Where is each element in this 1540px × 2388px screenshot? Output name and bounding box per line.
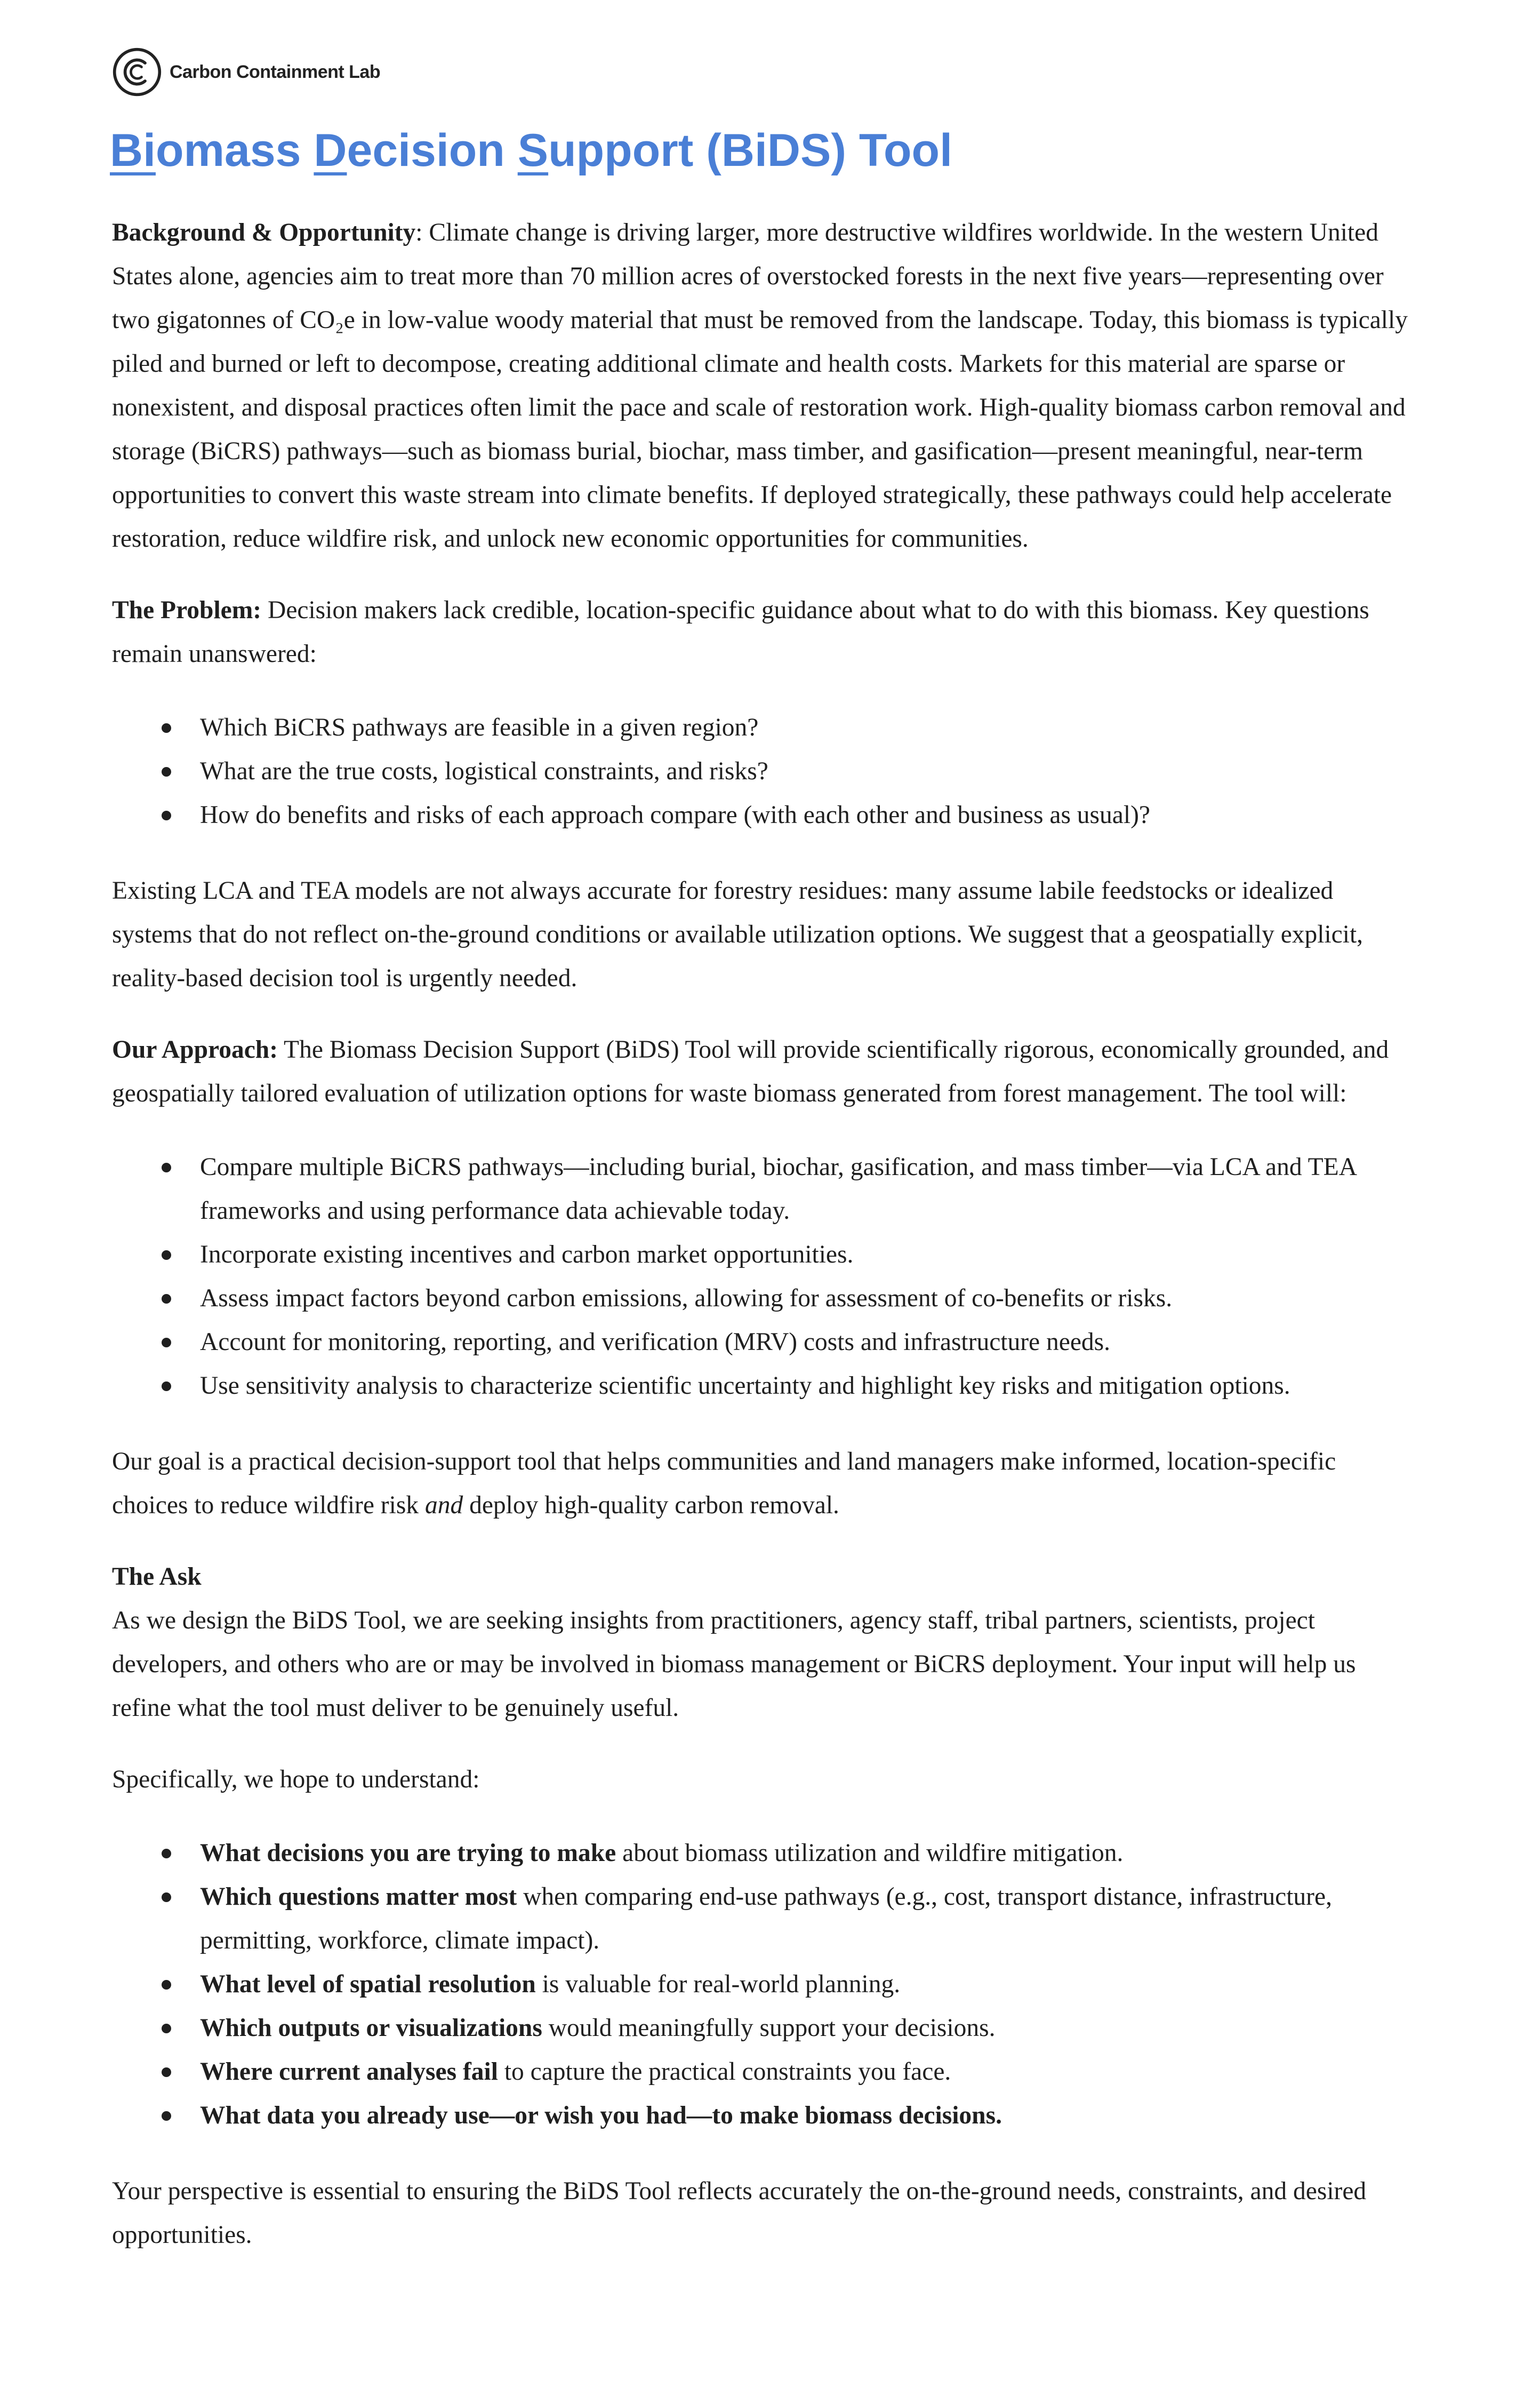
approach-text: The Biomass Decision Support (BiDS) Tool will provide scientifically rigorous, economically grounded, and geospatially tailored evaluation of utilization options for waste biomass generated from forest management. The tool will: [112, 1036, 1389, 1107]
list-item-bold: What decisions you are trying to make [200, 1839, 616, 1867]
problem-text: Decision makers lack credible, location-specific guidance about what to do with this biomass. Key questions remain unanswered: [112, 596, 1369, 668]
title-part: D [314, 125, 347, 176]
goal-paragraph [112, 1440, 1413, 1527]
header [112, 45, 380, 99]
problem-questions-list [112, 706, 1413, 837]
list-item-rest: would meaningfully support your decisions. [542, 2014, 996, 2042]
title-part: S [517, 125, 549, 176]
list-item-rest: when comparing end-use pathways (e.g., cost, transport distance, infrastructure, permitting, workforce, climate impact). [200, 1883, 1332, 1954]
document-body [112, 211, 1413, 2257]
ask-heading [112, 1555, 1413, 1599]
approach-paragraph [112, 1028, 1413, 1115]
goal-text-1: Our goal is a practical decision-support tool that helps communities and land managers make informed, location-specific choices to reduce wildfire risk [112, 1448, 1336, 1519]
list-item: Compare multiple BiCRS pathways—including burial, biochar, gasification, and mass timber—via LCA and TEA frameworks and using performance data achievable today. [112, 1145, 1413, 1233]
approach-label: Our Approach: [112, 1036, 278, 1064]
problem-label: The Problem: [112, 596, 262, 624]
list-item: Which BiCRS pathways are feasible in a given region? [112, 706, 1413, 749]
list-item: What are the true costs, logistical constraints, and risks? [112, 749, 1413, 793]
list-item-rest: to capture the practical constraints you face. [498, 2058, 951, 2086]
list-item-bold: Which outputs or visualizations [200, 2014, 542, 2042]
list-item-rest: about biomass utilization and wildfire mitigation. [616, 1839, 1124, 1867]
title-part: ecision [347, 125, 518, 176]
list-item-rest: is valuable for real-world planning. [535, 1970, 901, 1998]
list-item [112, 1962, 1413, 2006]
org-name: Carbon Containment Lab [170, 61, 381, 82]
background-paragraph [112, 211, 1413, 561]
list-item [112, 2006, 1413, 2050]
existing-models-paragraph: Existing LCA and TEA models are not always accurate for forestry residues: many assume labile feedstocks or idealized systems that do not reflect on-the-ground conditions or available utilization options. We suggest that a geospatially explicit, reality-based decision tool is urgently needed. [112, 877, 1363, 992]
list-item: Use sensitivity analysis to characterize scientific uncertainty and highlight key risks and mitigation options. [112, 1364, 1413, 1408]
understand-list [112, 1831, 1413, 2137]
list-item [112, 1875, 1413, 1962]
closing-paragraph: Your perspective is essential to ensuring the BiDS Tool reflects accurately the on-the-ground needs, constraints, and desired opportunities. [112, 2177, 1367, 2249]
understand-intro: Specifically, we hope to understand: [112, 1766, 480, 1793]
list-item-bold: Which questions matter most [200, 1883, 517, 1911]
approach-list [112, 1145, 1413, 1408]
list-item: Incorporate existing incentives and carbon market opportunities. [112, 1233, 1413, 1276]
page-title [110, 124, 952, 177]
list-item [112, 2094, 1413, 2137]
background-label: Background & Opportunity [112, 219, 416, 246]
list-item-bold: Where current analyses fail [200, 2058, 498, 2086]
ask-heading-text: The Ask [112, 1563, 202, 1591]
title-part: Bi [110, 125, 156, 176]
list-item-bold: What data you already use—or wish you had—to make biomass decisions. [200, 2102, 1002, 2129]
goal-text-2: deploy high-quality carbon removal. [463, 1491, 839, 1519]
goal-emphasis: and [424, 1491, 463, 1519]
list-item: Assess impact factors beyond carbon emissions, allowing for assessment of co-benefits or risks. [112, 1276, 1413, 1320]
title-part: omass [156, 125, 314, 176]
list-item [112, 2050, 1413, 2094]
copyright-c-circle-icon [112, 47, 162, 97]
list-item [112, 1831, 1413, 1875]
list-item: Account for monitoring, reporting, and verification (MRV) costs and infrastructure needs. [112, 1320, 1413, 1364]
title-part: upport (BiDS) Tool [548, 125, 952, 176]
ask-paragraph: As we design the BiDS Tool, we are seeking insights from practitioners, agency staff, tribal partners, scientists, project developers, and others who are or may be involved in biomass management or BiCRS deployment. Your input will help us refine what the tool must deliver to be genuinely useful. [112, 1607, 1356, 1722]
background-sep: : [415, 219, 429, 246]
problem-paragraph [112, 588, 1413, 676]
background-text: Climate change is driving larger, more destructive wildfires worldwide. In the western United States alone, agencies aim to treat more than 70 million acres of overstocked forests in the next five years—representing over two gigatonnes of CO₂e in low-value woody material that must be removed from the landscape. Today, this biomass is typically piled and burned or left to decompose, creating additional climate and health costs. Markets for this material are sparse or nonexistent, and disposal practices often limit the pace and scale of restoration work. High-quality biomass carbon removal and storage (BiCRS) pathways—such as biomass burial, biochar, mass timber, and gasification—present meaningful, near-term opportunities to convert this waste stream into climate benefits. If deployed strategically, these pathways could help accelerate restoration, reduce wildfire risk, and unlock new economic opportunities for communities. [112, 219, 1408, 553]
list-item: How do benefits and risks of each approach compare (with each other and business as usual)? [112, 793, 1413, 837]
list-item-bold: What level of spatial resolution [200, 1970, 536, 1998]
